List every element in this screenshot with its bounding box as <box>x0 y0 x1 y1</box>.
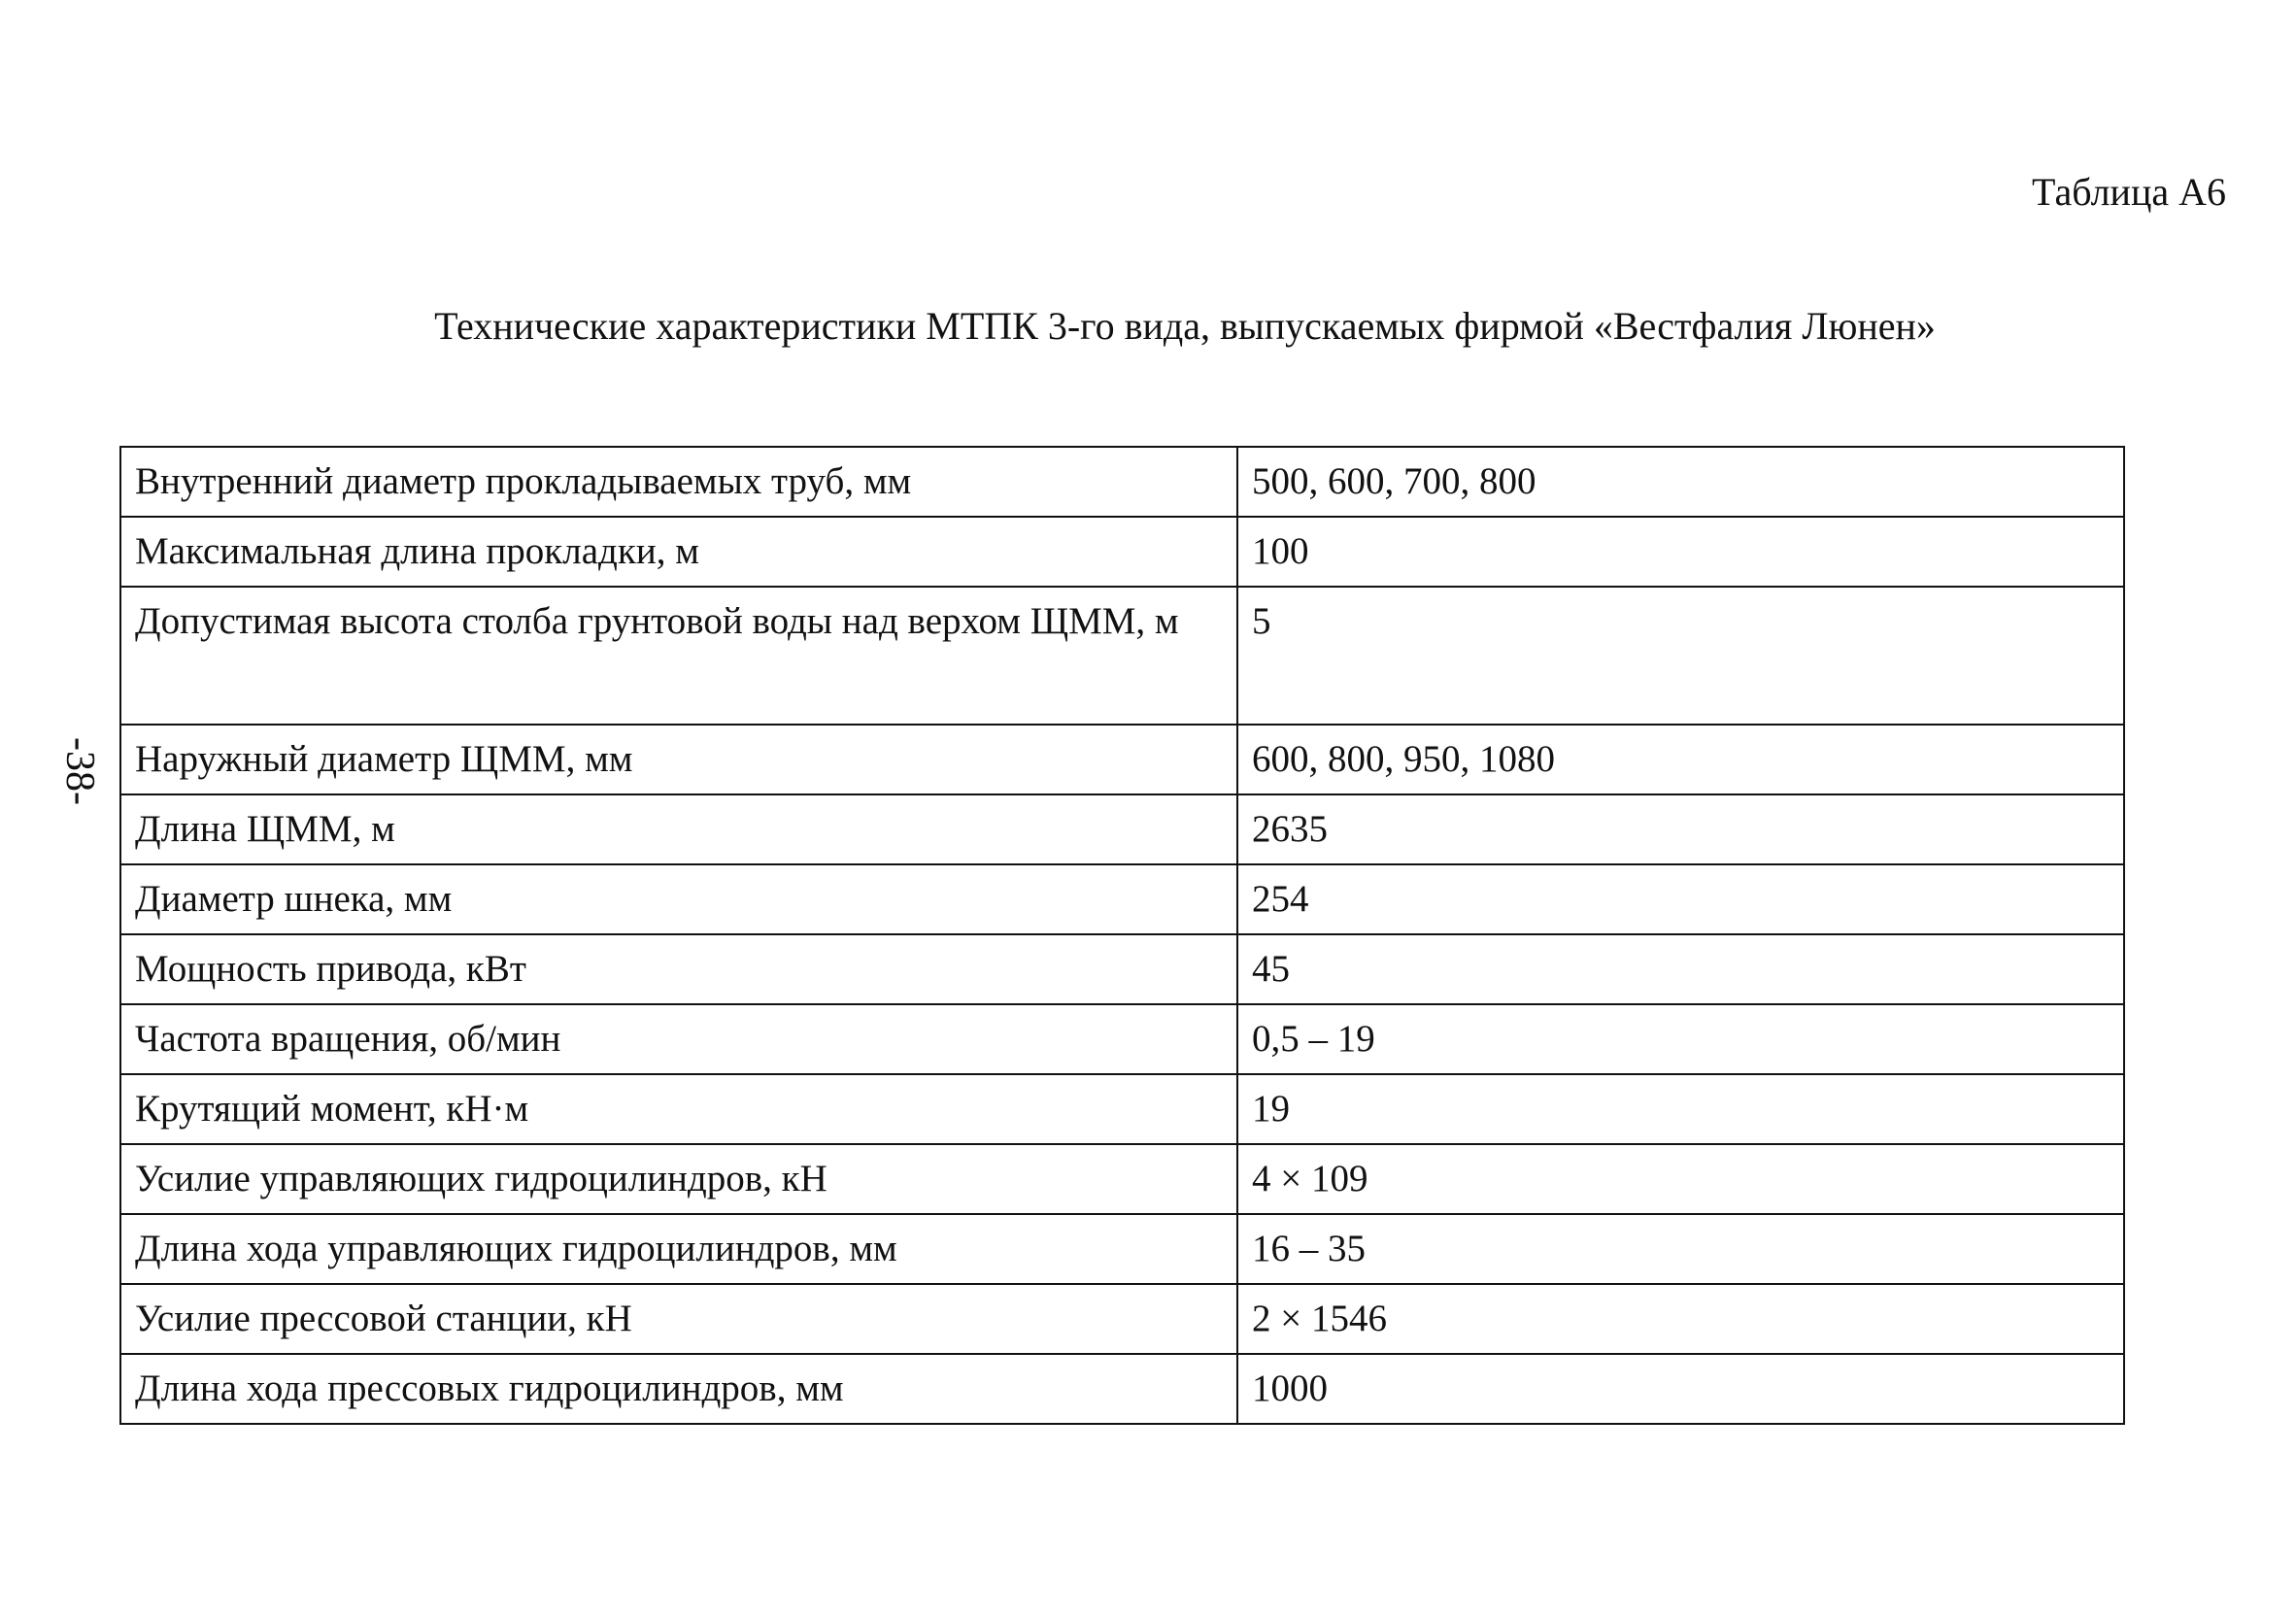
value-cell: 5 <box>1237 587 2124 725</box>
table-row <box>120 1144 2124 1214</box>
table-row <box>120 447 2124 517</box>
table-number-label: Таблица А6 <box>2032 170 2226 214</box>
value-cell: 254 <box>1237 864 2124 934</box>
table-row <box>120 934 2124 1004</box>
specifications-table <box>119 446 2125 1425</box>
parameter-cell: Допустимая высота столба грунтовой воды над верхом ЩММ, м <box>120 587 1237 725</box>
parameter-cell: Длина хода управляющих гидроцилиндров, мм <box>120 1214 1237 1284</box>
value-cell: 100 <box>1237 517 2124 587</box>
parameter-cell: Частота вращения, об/мин <box>120 1004 1237 1074</box>
value-cell: 600, 800, 950, 1080 <box>1237 725 2124 794</box>
parameter-cell: Усилие прессовой станции, кН <box>120 1284 1237 1354</box>
parameter-cell: Крутящий момент, кН·м <box>120 1074 1237 1144</box>
parameter-cell: Мощность привода, кВт <box>120 934 1237 1004</box>
parameter-cell: Длина ЩММ, м <box>120 794 1237 864</box>
value-cell: 2635 <box>1237 794 2124 864</box>
table-row <box>120 1284 2124 1354</box>
table-row <box>120 517 2124 587</box>
table-title: Технические характеристики МТПК 3-го вида, выпускаемых фирмой «Вестфалия Люнен» <box>434 304 1936 348</box>
parameter-cell: Наружный диаметр ЩММ, мм <box>120 725 1237 794</box>
value-cell: 1000 <box>1237 1354 2124 1424</box>
table-row <box>120 794 2124 864</box>
table-row <box>120 1004 2124 1074</box>
table-row <box>120 1354 2124 1424</box>
table-row <box>120 587 2124 725</box>
parameter-cell: Диаметр шнека, мм <box>120 864 1237 934</box>
value-cell: 16 – 35 <box>1237 1214 2124 1284</box>
parameter-cell: Длина хода прессовых гидроцилиндров, мм <box>120 1354 1237 1424</box>
value-cell: 19 <box>1237 1074 2124 1144</box>
value-cell: 45 <box>1237 934 2124 1004</box>
value-cell: 0,5 – 19 <box>1237 1004 2124 1074</box>
page-number: -38- <box>57 737 102 805</box>
table-row <box>120 725 2124 794</box>
table-row <box>120 864 2124 934</box>
table-row <box>120 1214 2124 1284</box>
parameter-cell: Максимальная длина прокладки, м <box>120 517 1237 587</box>
table-row <box>120 1074 2124 1144</box>
value-cell: 4 × 109 <box>1237 1144 2124 1214</box>
parameter-cell: Усилие управляющих гидроцилиндров, кН <box>120 1144 1237 1214</box>
value-cell: 2 × 1546 <box>1237 1284 2124 1354</box>
parameter-cell: Внутренний диаметр прокладываемых труб, мм <box>120 447 1237 517</box>
value-cell: 500, 600, 700, 800 <box>1237 447 2124 517</box>
